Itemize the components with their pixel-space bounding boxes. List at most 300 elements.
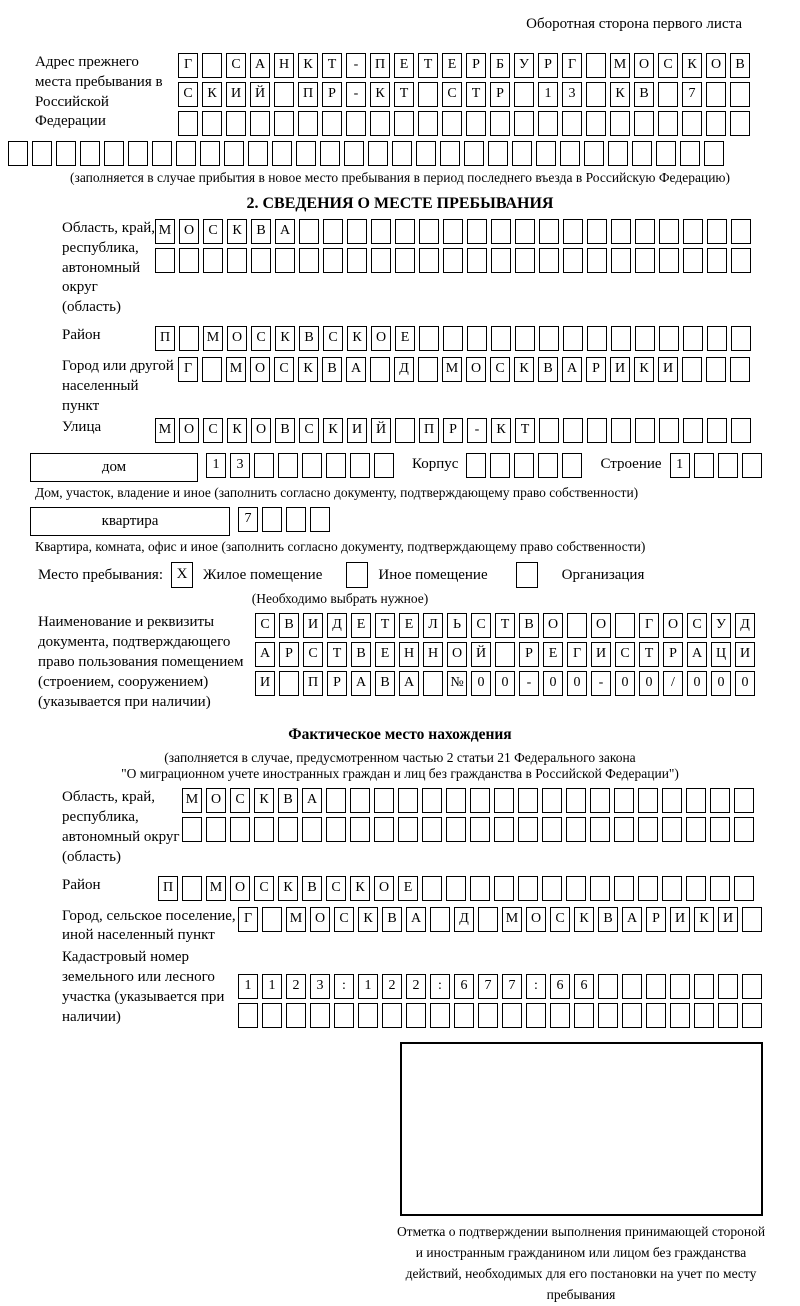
char-cell[interactable]: М (182, 788, 202, 813)
char-cell[interactable] (574, 1003, 594, 1028)
char-cell[interactable] (718, 1003, 738, 1028)
char-cell[interactable]: О (206, 788, 226, 813)
char-cell[interactable]: О (591, 613, 611, 638)
char-cell[interactable]: Т (515, 418, 535, 443)
char-cell[interactable] (587, 248, 607, 273)
char-cell[interactable] (560, 141, 580, 166)
char-cell[interactable] (395, 219, 415, 244)
char-cell[interactable] (274, 111, 294, 136)
char-cell[interactable] (346, 111, 366, 136)
char-cell[interactable]: О (250, 357, 270, 382)
char-cell[interactable] (706, 82, 726, 107)
char-cell[interactable] (430, 907, 450, 932)
char-cell[interactable]: А (351, 671, 371, 696)
char-cell[interactable]: 2 (406, 974, 426, 999)
char-cell[interactable] (419, 326, 439, 351)
char-cell[interactable]: Р (519, 642, 539, 667)
char-cell[interactable]: - (591, 671, 611, 696)
char-cell[interactable] (358, 1003, 378, 1028)
char-cell[interactable] (610, 111, 630, 136)
char-cell[interactable] (707, 219, 727, 244)
char-cell[interactable] (734, 817, 754, 842)
char-cell[interactable] (615, 613, 635, 638)
char-cell[interactable] (659, 418, 679, 443)
char-cell[interactable]: Е (375, 642, 395, 667)
char-cell[interactable]: 1 (238, 974, 258, 999)
char-cell[interactable] (323, 248, 343, 273)
char-cell[interactable] (694, 974, 714, 999)
char-cell[interactable]: 6 (550, 974, 570, 999)
char-cell[interactable]: С (274, 357, 294, 382)
char-cell[interactable] (656, 141, 676, 166)
char-cell[interactable] (443, 219, 463, 244)
char-cell[interactable] (286, 507, 306, 532)
char-cell[interactable] (8, 141, 28, 166)
char-cell[interactable]: О (634, 53, 654, 78)
char-cell[interactable]: А (346, 357, 366, 382)
char-cell[interactable] (226, 111, 246, 136)
char-cell[interactable] (350, 453, 370, 478)
char-cell[interactable] (446, 876, 466, 901)
char-cell[interactable]: 0 (567, 671, 587, 696)
char-cell[interactable]: К (227, 418, 247, 443)
char-cell[interactable] (563, 248, 583, 273)
char-cell[interactable] (662, 817, 682, 842)
char-cell[interactable] (694, 1003, 714, 1028)
char-cell[interactable] (742, 974, 762, 999)
char-cell[interactable]: 0 (735, 671, 755, 696)
char-cell[interactable]: В (375, 671, 395, 696)
char-cell[interactable] (470, 788, 490, 813)
checkbox-organization[interactable] (516, 562, 538, 588)
char-cell[interactable]: : (430, 974, 450, 999)
char-cell[interactable] (299, 219, 319, 244)
char-cell[interactable] (254, 453, 274, 478)
char-cell[interactable]: Р (322, 82, 342, 107)
char-cell[interactable] (382, 1003, 402, 1028)
char-cell[interactable] (514, 111, 534, 136)
char-cell[interactable] (128, 141, 148, 166)
char-cell[interactable] (686, 817, 706, 842)
char-cell[interactable]: 1 (538, 82, 558, 107)
char-cell[interactable] (395, 248, 415, 273)
char-cell[interactable] (662, 876, 682, 901)
char-cell[interactable] (491, 219, 511, 244)
char-cell[interactable] (467, 219, 487, 244)
char-cell[interactable]: О (447, 642, 467, 667)
char-cell[interactable] (470, 817, 490, 842)
char-cell[interactable]: К (370, 82, 390, 107)
char-cell[interactable]: 7 (238, 507, 258, 532)
char-cell[interactable]: В (519, 613, 539, 638)
char-cell[interactable]: Й (250, 82, 270, 107)
char-cell[interactable] (350, 788, 370, 813)
char-cell[interactable] (446, 817, 466, 842)
char-cell[interactable] (302, 453, 322, 478)
char-cell[interactable] (646, 1003, 666, 1028)
char-cell[interactable]: А (399, 671, 419, 696)
char-cell[interactable]: К (350, 876, 370, 901)
char-cell[interactable] (614, 817, 634, 842)
char-cell[interactable]: 7 (502, 974, 522, 999)
char-cell[interactable] (734, 788, 754, 813)
char-cell[interactable] (491, 248, 511, 273)
char-cell[interactable] (542, 876, 562, 901)
char-cell[interactable]: К (610, 82, 630, 107)
char-cell[interactable] (706, 357, 726, 382)
char-cell[interactable] (683, 418, 703, 443)
char-cell[interactable]: Т (639, 642, 659, 667)
char-cell[interactable] (538, 111, 558, 136)
char-cell[interactable] (742, 907, 762, 932)
char-cell[interactable] (286, 1003, 306, 1028)
char-cell[interactable]: Д (327, 613, 347, 638)
char-cell[interactable]: 7 (682, 82, 702, 107)
char-cell[interactable]: С (442, 82, 462, 107)
char-cell[interactable]: Т (375, 613, 395, 638)
char-cell[interactable]: И (303, 613, 323, 638)
char-cell[interactable] (742, 1003, 762, 1028)
char-cell[interactable]: И (670, 907, 690, 932)
char-cell[interactable] (658, 111, 678, 136)
char-cell[interactable]: К (227, 219, 247, 244)
char-cell[interactable] (368, 141, 388, 166)
char-cell[interactable] (682, 111, 702, 136)
char-cell[interactable] (608, 141, 628, 166)
char-cell[interactable]: Г (238, 907, 258, 932)
char-cell[interactable]: Е (398, 876, 418, 901)
char-cell[interactable] (730, 111, 750, 136)
char-cell[interactable]: : (334, 974, 354, 999)
char-cell[interactable] (248, 141, 268, 166)
char-cell[interactable] (682, 357, 702, 382)
char-cell[interactable] (704, 141, 724, 166)
char-cell[interactable]: 0 (711, 671, 731, 696)
char-cell[interactable] (635, 219, 655, 244)
char-cell[interactable]: А (275, 219, 295, 244)
char-cell[interactable] (635, 418, 655, 443)
char-cell[interactable] (200, 141, 220, 166)
char-cell[interactable]: Н (399, 642, 419, 667)
char-cell[interactable] (491, 326, 511, 351)
char-cell[interactable]: В (299, 326, 319, 351)
char-cell[interactable] (398, 788, 418, 813)
char-cell[interactable] (467, 248, 487, 273)
char-cell[interactable] (80, 141, 100, 166)
char-cell[interactable] (326, 817, 346, 842)
char-cell[interactable]: В (279, 613, 299, 638)
char-cell[interactable]: О (227, 326, 247, 351)
char-cell[interactable] (514, 453, 534, 478)
char-cell[interactable] (494, 817, 514, 842)
char-cell[interactable] (515, 326, 535, 351)
char-cell[interactable] (179, 248, 199, 273)
char-cell[interactable]: Р (586, 357, 606, 382)
char-cell[interactable] (398, 817, 418, 842)
char-cell[interactable]: М (155, 418, 175, 443)
char-cell[interactable]: В (538, 357, 558, 382)
char-cell[interactable] (466, 453, 486, 478)
char-cell[interactable] (634, 111, 654, 136)
char-cell[interactable]: 1 (670, 453, 690, 478)
char-cell[interactable]: Р (646, 907, 666, 932)
char-cell[interactable]: И (591, 642, 611, 667)
char-cell[interactable] (440, 141, 460, 166)
char-cell[interactable] (707, 248, 727, 273)
char-cell[interactable]: Е (394, 53, 414, 78)
char-cell[interactable] (467, 326, 487, 351)
char-cell[interactable] (611, 326, 631, 351)
char-cell[interactable]: К (347, 326, 367, 351)
char-cell[interactable] (274, 82, 294, 107)
char-cell[interactable] (707, 418, 727, 443)
char-cell[interactable]: У (514, 53, 534, 78)
char-cell[interactable] (539, 326, 559, 351)
char-cell[interactable]: Б (490, 53, 510, 78)
char-cell[interactable] (227, 248, 247, 273)
char-cell[interactable] (296, 141, 316, 166)
char-cell[interactable]: Й (371, 418, 391, 443)
char-cell[interactable]: Т (322, 53, 342, 78)
char-cell[interactable]: В (598, 907, 618, 932)
char-cell[interactable]: К (275, 326, 295, 351)
char-cell[interactable] (536, 141, 556, 166)
char-cell[interactable] (680, 141, 700, 166)
char-cell[interactable] (635, 248, 655, 273)
char-cell[interactable]: Д (735, 613, 755, 638)
char-cell[interactable]: 0 (615, 671, 635, 696)
char-cell[interactable] (611, 248, 631, 273)
char-cell[interactable] (614, 788, 634, 813)
char-cell[interactable] (686, 876, 706, 901)
char-cell[interactable]: С (303, 642, 323, 667)
char-cell[interactable] (155, 248, 175, 273)
char-cell[interactable] (659, 248, 679, 273)
char-cell[interactable]: К (358, 907, 378, 932)
char-cell[interactable] (586, 82, 606, 107)
char-cell[interactable]: Е (351, 613, 371, 638)
char-cell[interactable] (182, 817, 202, 842)
char-cell[interactable] (422, 788, 442, 813)
char-cell[interactable] (320, 141, 340, 166)
char-cell[interactable]: О (179, 219, 199, 244)
char-cell[interactable] (32, 141, 52, 166)
char-cell[interactable]: Т (394, 82, 414, 107)
char-cell[interactable] (742, 453, 762, 478)
char-cell[interactable] (254, 817, 274, 842)
char-cell[interactable]: Г (562, 53, 582, 78)
char-cell[interactable]: 0 (495, 671, 515, 696)
char-cell[interactable]: С (226, 53, 246, 78)
char-cell[interactable] (731, 418, 751, 443)
char-cell[interactable]: - (346, 53, 366, 78)
char-cell[interactable]: С (254, 876, 274, 901)
char-cell[interactable] (730, 357, 750, 382)
char-cell[interactable]: Е (442, 53, 462, 78)
char-cell[interactable] (374, 788, 394, 813)
char-cell[interactable]: А (562, 357, 582, 382)
char-cell[interactable] (374, 453, 394, 478)
char-cell[interactable] (706, 111, 726, 136)
char-cell[interactable] (302, 817, 322, 842)
char-cell[interactable]: 7 (478, 974, 498, 999)
char-cell[interactable] (202, 111, 222, 136)
char-cell[interactable]: С (334, 907, 354, 932)
char-cell[interactable] (152, 141, 172, 166)
checkbox-other-premises[interactable] (346, 562, 368, 588)
char-cell[interactable]: С (178, 82, 198, 107)
char-cell[interactable] (275, 248, 295, 273)
house-box[interactable]: дом (30, 453, 198, 482)
char-cell[interactable] (707, 326, 727, 351)
char-cell[interactable] (542, 788, 562, 813)
char-cell[interactable] (251, 248, 271, 273)
char-cell[interactable] (278, 817, 298, 842)
char-cell[interactable]: О (371, 326, 391, 351)
char-cell[interactable] (179, 326, 199, 351)
char-cell[interactable] (670, 1003, 690, 1028)
char-cell[interactable]: Ь (447, 613, 467, 638)
char-cell[interactable] (670, 974, 690, 999)
char-cell[interactable] (646, 974, 666, 999)
char-cell[interactable]: В (322, 357, 342, 382)
char-cell[interactable]: П (370, 53, 390, 78)
char-cell[interactable] (262, 1003, 282, 1028)
char-cell[interactable] (584, 141, 604, 166)
char-cell[interactable]: Е (395, 326, 415, 351)
char-cell[interactable] (310, 1003, 330, 1028)
char-cell[interactable] (683, 326, 703, 351)
char-cell[interactable] (298, 111, 318, 136)
char-cell[interactable]: И (226, 82, 246, 107)
char-cell[interactable] (562, 111, 582, 136)
char-cell[interactable]: К (254, 788, 274, 813)
char-cell[interactable]: А (687, 642, 707, 667)
char-cell[interactable] (550, 1003, 570, 1028)
char-cell[interactable]: А (250, 53, 270, 78)
char-cell[interactable]: 3 (310, 974, 330, 999)
char-cell[interactable] (515, 248, 535, 273)
char-cell[interactable] (683, 248, 703, 273)
char-cell[interactable] (659, 219, 679, 244)
char-cell[interactable] (419, 248, 439, 273)
char-cell[interactable]: К (634, 357, 654, 382)
char-cell[interactable]: В (634, 82, 654, 107)
char-cell[interactable] (278, 453, 298, 478)
char-cell[interactable] (422, 817, 442, 842)
char-cell[interactable]: С (658, 53, 678, 78)
char-cell[interactable] (230, 817, 250, 842)
char-cell[interactable]: В (351, 642, 371, 667)
char-cell[interactable]: К (278, 876, 298, 901)
char-cell[interactable] (638, 788, 658, 813)
char-cell[interactable] (567, 613, 587, 638)
char-cell[interactable]: О (251, 418, 271, 443)
char-cell[interactable] (710, 817, 730, 842)
char-cell[interactable]: Л (423, 613, 443, 638)
char-cell[interactable] (446, 788, 466, 813)
char-cell[interactable]: Е (543, 642, 563, 667)
char-cell[interactable] (734, 876, 754, 901)
char-cell[interactable] (464, 141, 484, 166)
char-cell[interactable]: П (155, 326, 175, 351)
char-cell[interactable]: Р (490, 82, 510, 107)
char-cell[interactable] (395, 418, 415, 443)
char-cell[interactable]: Р (327, 671, 347, 696)
char-cell[interactable] (323, 219, 343, 244)
char-cell[interactable]: И (735, 642, 755, 667)
char-cell[interactable]: С (550, 907, 570, 932)
char-cell[interactable]: М (155, 219, 175, 244)
char-cell[interactable]: П (419, 418, 439, 443)
char-cell[interactable]: К (323, 418, 343, 443)
char-cell[interactable] (423, 671, 443, 696)
char-cell[interactable]: Р (443, 418, 463, 443)
char-cell[interactable] (104, 141, 124, 166)
char-cell[interactable]: О (706, 53, 726, 78)
char-cell[interactable]: К (514, 357, 534, 382)
char-cell[interactable] (587, 326, 607, 351)
char-cell[interactable]: Н (423, 642, 443, 667)
char-cell[interactable]: Е (399, 613, 419, 638)
char-cell[interactable]: Г (178, 53, 198, 78)
char-cell[interactable]: А (622, 907, 642, 932)
char-cell[interactable] (443, 326, 463, 351)
char-cell[interactable]: К (298, 53, 318, 78)
char-cell[interactable] (272, 141, 292, 166)
char-cell[interactable]: 3 (230, 453, 250, 478)
char-cell[interactable] (370, 111, 390, 136)
char-cell[interactable]: С (203, 418, 223, 443)
char-cell[interactable] (224, 141, 244, 166)
char-cell[interactable] (614, 876, 634, 901)
char-cell[interactable]: Г (567, 642, 587, 667)
char-cell[interactable]: М (502, 907, 522, 932)
char-cell[interactable]: К (491, 418, 511, 443)
char-cell[interactable]: 0 (543, 671, 563, 696)
char-cell[interactable]: И (718, 907, 738, 932)
char-cell[interactable]: 0 (639, 671, 659, 696)
char-cell[interactable]: 2 (286, 974, 306, 999)
char-cell[interactable] (731, 248, 751, 273)
char-cell[interactable] (202, 357, 222, 382)
char-cell[interactable]: Т (418, 53, 438, 78)
char-cell[interactable] (518, 876, 538, 901)
char-cell[interactable] (539, 418, 559, 443)
char-cell[interactable] (238, 1003, 258, 1028)
char-cell[interactable]: М (442, 357, 462, 382)
char-cell[interactable]: В (251, 219, 271, 244)
char-cell[interactable] (418, 357, 438, 382)
char-cell[interactable] (566, 817, 586, 842)
char-cell[interactable] (299, 248, 319, 273)
char-cell[interactable]: А (406, 907, 426, 932)
char-cell[interactable] (638, 817, 658, 842)
char-cell[interactable]: Й (471, 642, 491, 667)
char-cell[interactable]: М (286, 907, 306, 932)
char-cell[interactable] (731, 326, 751, 351)
char-cell[interactable]: 1 (358, 974, 378, 999)
char-cell[interactable] (370, 357, 390, 382)
char-cell[interactable]: Т (466, 82, 486, 107)
char-cell[interactable]: 0 (687, 671, 707, 696)
char-cell[interactable] (622, 1003, 642, 1028)
char-cell[interactable]: Д (454, 907, 474, 932)
char-cell[interactable] (478, 907, 498, 932)
char-cell[interactable]: - (519, 671, 539, 696)
char-cell[interactable] (206, 817, 226, 842)
char-cell[interactable] (538, 453, 558, 478)
